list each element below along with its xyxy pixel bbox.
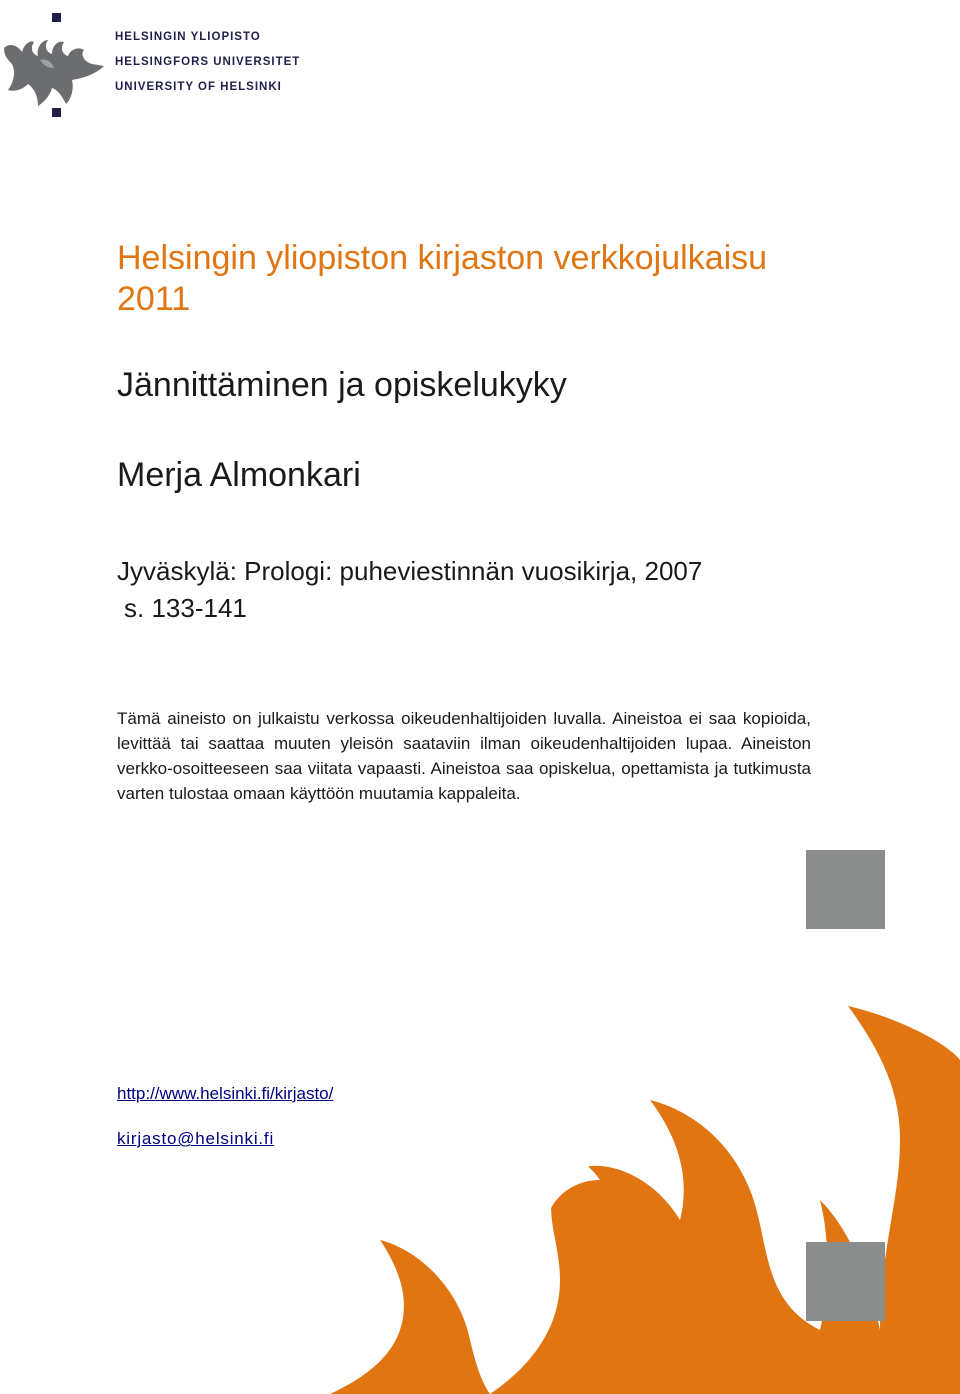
publication-series: Helsingin yliopiston kirjaston verkkojulkaisu — [117, 239, 768, 277]
library-website-link[interactable]: http://www.helsinki.fi/kirjasto/ — [117, 1084, 334, 1103]
university-name-english: UNIVERSITY OF HELSINKI — [115, 81, 282, 93]
copyright-notice: Tämä aineisto on julkaistu verkossa oikeudenhaltijoiden luvalla. Aineistoa ei saa kopioida, levittää tai saattaa muuten yleisön saataviin ilman oikeudenhaltijoiden lupaa. Aineiston verkko-osoitteeseen saa viitata vapaasti. Aineistoa saa opiskelua, opettamista ja tutkimusta varten tulostaa omaan käyttöön muutamia kappaleita. — [117, 709, 811, 803]
article-title: Jännittäminen ja opiskelukyky — [117, 366, 567, 404]
publication-year: 2011 — [117, 280, 191, 318]
decorative-gray-square-bottom — [806, 1242, 885, 1321]
citation-pages: s. 133-141 — [124, 593, 247, 623]
decorative-gray-square-top — [806, 850, 885, 929]
university-name-finnish: HELSINGIN YLIOPISTO — [115, 31, 261, 43]
library-email-link[interactable]: kirjasto@helsinki.fi — [117, 1129, 275, 1148]
article-author: Merja Almonkari — [117, 456, 361, 494]
citation-source: Jyväskylä: Prologi: puheviestinnän vuosikirja, 2007 — [117, 556, 703, 586]
university-name-swedish: HELSINGFORS UNIVERSITET — [115, 56, 301, 68]
